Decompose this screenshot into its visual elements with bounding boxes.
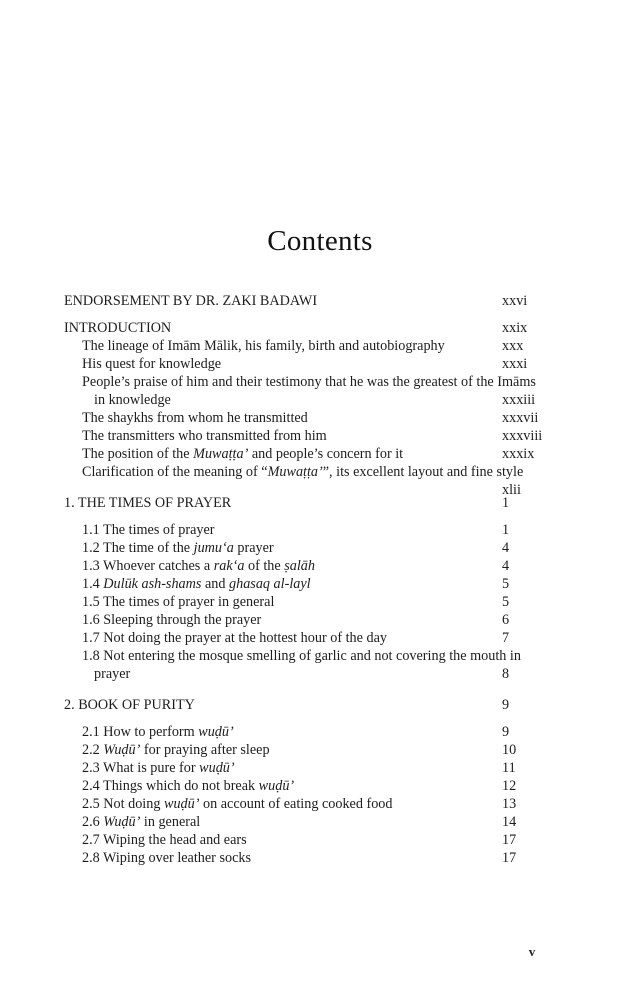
toc-entry-row[interactable] — [64, 409, 564, 427]
toc-entry-page-number: xxvi — [502, 293, 528, 309]
toc-entry-row[interactable] — [64, 831, 564, 849]
toc-entry-row[interactable] — [64, 795, 564, 813]
toc-entry-row[interactable] — [64, 813, 564, 831]
toc-entry-page-number: 6 — [502, 612, 510, 628]
toc-entry-row[interactable] — [64, 463, 564, 498]
table-of-contents — [64, 292, 564, 867]
toc-entry-label: 1.3 Whoever catches a rak‘a of the ṣalāh — [82, 558, 315, 574]
toc-entry-page-number: 5 — [502, 594, 510, 610]
toc-entry-page-number: 9 — [502, 724, 510, 740]
toc-entry-page-number: xxxviii — [502, 428, 543, 444]
toc-entry-row[interactable] — [64, 759, 564, 777]
page-number: v — [528, 944, 536, 959]
toc-spacer — [64, 714, 564, 723]
toc-entry-row[interactable] — [64, 611, 564, 629]
toc-entry-page-number: xxxiii — [502, 392, 536, 408]
toc-entry-row[interactable] — [64, 337, 564, 355]
toc-entry-row[interactable] — [64, 445, 564, 463]
toc-entry-label: ENDORSEMENT BY DR. ZAKI BADAWI — [64, 293, 318, 309]
toc-spacer — [64, 481, 564, 494]
toc-entry-row[interactable] — [64, 723, 564, 741]
toc-entry-label: 2. BOOK OF PURITY — [64, 697, 195, 713]
toc-entry-label: 1.7 Not doing the prayer at the hottest hour of the day — [82, 630, 387, 646]
scan-bleed-artifact — [575, 6, 579, 22]
toc-entry-page-number: 17 — [502, 850, 517, 866]
toc-entry-page-number: xlii — [502, 482, 521, 498]
toc-entry-page-number: xxix — [502, 320, 528, 336]
toc-entry-row[interactable] — [64, 557, 564, 575]
toc-entry-row[interactable] — [64, 539, 564, 557]
toc-entry-label: 1.2 The time of the jumu‘a prayer — [82, 540, 274, 556]
toc-entry-label: The shaykhs from whom he transmitted — [82, 410, 308, 426]
toc-entry-label: 1. THE TIMES OF PRAYER — [64, 495, 232, 511]
toc-entry-page-number: xxx — [502, 338, 524, 354]
toc-entry-page-number: 14 — [502, 814, 517, 830]
toc-entry-label: The transmitters who transmitted from him — [82, 428, 327, 444]
toc-entry-page-number: xxxvii — [502, 410, 539, 426]
toc-entry-page-number: 4 — [502, 540, 510, 556]
toc-entry-label: People’s praise of him and their testimony that he was the greatest of the Imāms in knowledge — [82, 374, 536, 408]
toc-entry-row[interactable] — [64, 741, 564, 759]
toc-entry-row[interactable] — [64, 849, 564, 867]
toc-entry-row[interactable] — [64, 593, 564, 611]
toc-entry-page-number: 5 — [502, 576, 510, 592]
toc-entry-row[interactable] — [64, 647, 564, 683]
toc-entry-label: 2.1 How to perform wuḍū’ — [82, 724, 234, 740]
toc-entry-label: The position of the Muwaṭṭa’ and people’s concern for it — [82, 446, 404, 462]
toc-entry-page-number: 17 — [502, 832, 517, 848]
toc-section-row[interactable] — [64, 494, 564, 512]
toc-spacer — [64, 310, 564, 319]
toc-entry-label: 2.4 Things which do not break wuḍū’ — [82, 778, 295, 794]
toc-entry-label: INTRODUCTION — [64, 320, 172, 336]
toc-entry-label: 2.2 Wuḍū’ for praying after sleep — [82, 742, 270, 758]
toc-entry-label: 2.6 Wuḍū’ in general — [82, 814, 201, 830]
toc-entry-label: 2.5 Not doing wuḍū’ on account of eating cooked food — [82, 796, 393, 812]
toc-entry-label: 1.5 The times of prayer in general — [82, 594, 275, 610]
toc-entry-page-number: 1 — [502, 495, 510, 511]
toc-entry-label: 1.4 Dulūk ash-shams and ghasaq al-layl — [82, 576, 311, 592]
toc-entry-label: The lineage of Imām Mālik, his family, birth and autobiography — [82, 338, 445, 354]
toc-entry-label: 1.1 The times of prayer — [82, 522, 215, 538]
toc-entry-label: 2.3 What is pure for wuḍū’ — [82, 760, 235, 776]
toc-entry-label: 1.8 Not entering the mosque smelling of garlic and not covering the mouth in prayer — [82, 648, 521, 682]
toc-spacer — [64, 512, 564, 521]
toc-entry-label: 1.6 Sleeping through the prayer — [82, 612, 262, 628]
toc-section-row[interactable] — [64, 292, 564, 310]
toc-entry-page-number: 9 — [502, 697, 510, 713]
toc-entry-label: 2.7 Wiping the head and ears — [82, 832, 247, 848]
toc-entry-page-number: 1 — [502, 522, 510, 538]
toc-entry-page-number: xxxi — [502, 356, 528, 372]
toc-entry-row[interactable] — [64, 355, 564, 373]
toc-entry-row[interactable] — [64, 373, 564, 409]
toc-entry-page-number: 10 — [502, 742, 517, 758]
toc-spacer — [64, 683, 564, 696]
toc-entry-row[interactable] — [64, 575, 564, 593]
toc-entry-row[interactable] — [64, 427, 564, 445]
toc-entry-page-number: 13 — [502, 796, 517, 812]
toc-entry-row[interactable] — [64, 777, 564, 795]
toc-entry-label: 2.8 Wiping over leather socks — [82, 850, 251, 866]
toc-section-row[interactable] — [64, 696, 564, 714]
toc-entry-page-number: 8 — [502, 666, 510, 682]
toc-entry-page-number: 11 — [502, 760, 516, 776]
toc-entry-label: His quest for knowledge — [82, 356, 222, 372]
page-title: Contents — [267, 225, 373, 258]
toc-entry-label: Clarification of the meaning of “Muwaṭṭa’”, its excellent layout and fine style — [82, 464, 524, 480]
toc-section-row[interactable] — [64, 319, 564, 337]
toc-entry-page-number: 12 — [502, 778, 517, 794]
scan-bleed-artifact — [430, 80, 434, 96]
toc-entry-page-number: xxxix — [502, 446, 535, 462]
toc-entry-row[interactable] — [64, 629, 564, 647]
toc-entry-page-number: 4 — [502, 558, 510, 574]
toc-entry-row[interactable] — [64, 521, 564, 539]
toc-entry-page-number: 7 — [502, 630, 510, 646]
